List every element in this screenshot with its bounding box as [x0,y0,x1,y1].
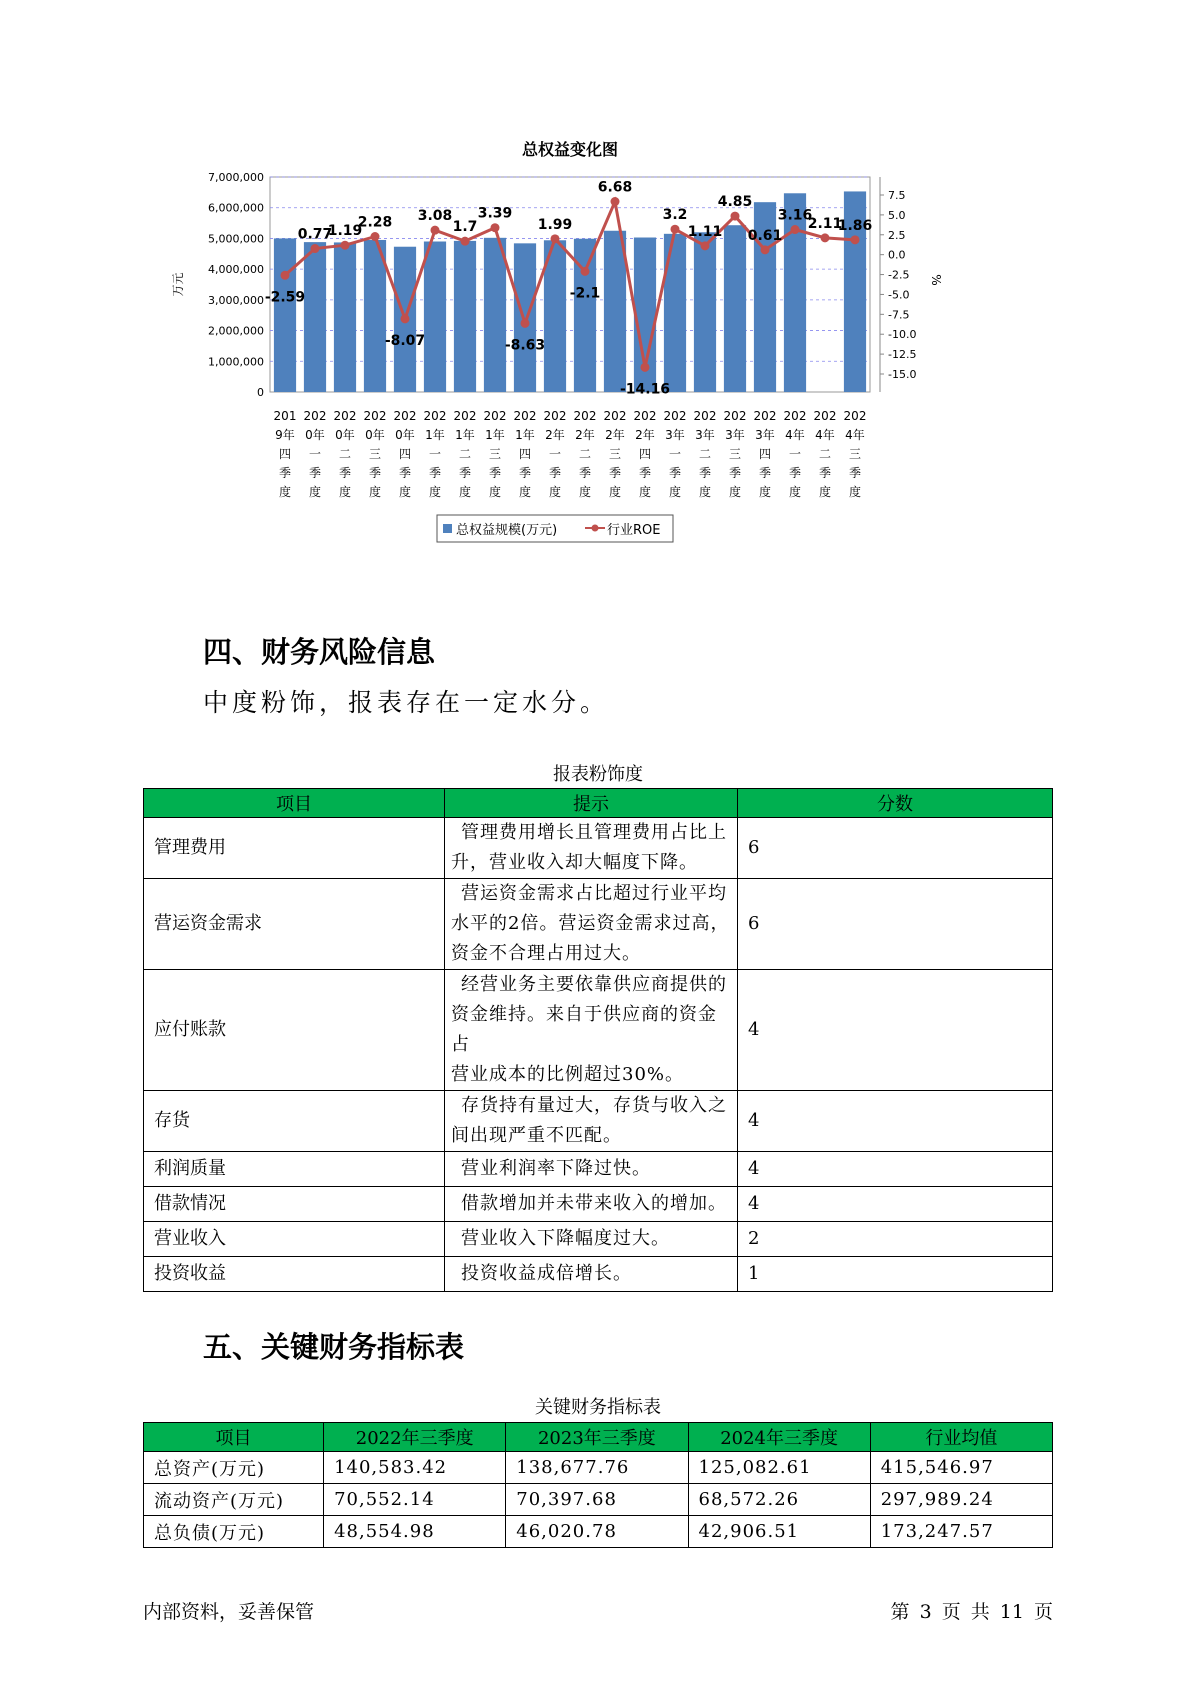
x-tick-label: 四 [398,447,412,461]
footer-confidential: 内部资料，妥善保管 [143,1601,315,1623]
y-axis-label: 万元 [171,272,185,297]
bar [424,242,446,393]
roe-data-label: -8.63 [504,337,546,354]
x-tick-label: 0年 [395,428,415,442]
roe-data-label: 6.68 [597,179,633,196]
y2-tick-label: -5.0 [888,288,910,302]
risk-score: 2 [738,1222,1053,1257]
x-tick-label: 2年 [635,428,655,442]
x-tick-label: 202 [363,409,387,423]
x-tick-label: 季 [668,466,682,480]
risk-hint [445,1222,738,1257]
roe-point [791,225,800,234]
metric-value: 140,583.42 [324,1452,506,1484]
x-tick-label: 二 [698,447,712,461]
x-tick-label: 季 [548,466,562,480]
metrics-table [143,1422,1053,1548]
risk-hint-line: 借款增加并未带来收入的增加。 [461,1193,727,1214]
x-tick-label: 季 [338,466,352,480]
equity-chart-svg [170,140,1030,600]
bar [604,231,626,392]
metrics-table-header: 项目 [144,1423,324,1452]
risk-item: 利润质量 [144,1152,445,1187]
risk-hint-line: 存货持有量过大，存货与收入之 [461,1095,727,1116]
x-tick-label: 202 [843,409,867,423]
x-tick-label: 四 [518,447,532,461]
x-tick-label: 202 [393,409,417,423]
x-tick-label: 度 [338,485,352,499]
y2-tick-label: -12.5 [888,348,917,362]
metrics-table-header: 行业均值 [870,1423,1052,1452]
x-tick-label: 四 [638,447,652,461]
bar [334,242,356,392]
x-tick-label: 202 [423,409,447,423]
metrics-table-header: 2022年三季度 [324,1423,506,1452]
roe-data-label: 3.2 [662,207,688,224]
y-tick-label: 4,000,000 [208,263,264,277]
risk-hint-line: 营业利润率下降过快。 [461,1158,651,1179]
risk-hint [445,1152,738,1187]
roe-point [581,267,590,276]
x-tick-label: 二 [458,447,472,461]
roe-data-label: 1.86 [837,217,873,234]
x-tick-label: 三 [488,447,502,461]
risk-hint-line: 资金不合理占用过大。 [451,943,641,964]
x-tick-label: 202 [483,409,507,423]
table-row [144,1152,1053,1187]
risk-item: 借款情况 [144,1187,445,1222]
roe-point [551,234,560,243]
table-row [144,1516,1053,1548]
section4-heading: 四、财务风险信息 [203,635,436,669]
roe-data-label: -14.16 [619,381,671,398]
risk-hint-line: 经营业务主要依靠供应商提供的 [461,974,727,995]
y-tick-label: 5,000,000 [208,232,264,246]
risk-hint [445,1187,738,1222]
y-tick-label: 7,000,000 [208,171,264,184]
risk-hint-line: 营业收入下降幅度过大。 [461,1228,670,1249]
roe-data-label: 1.99 [537,216,573,233]
x-tick-label: 2年 [605,428,625,442]
x-tick-label: 三 [728,447,742,461]
x-tick-label: 202 [693,409,717,423]
risk-hint-line: 资金维持。来自于供应商的资金占 [451,1004,717,1055]
x-tick-label: 度 [848,485,862,499]
risk-item: 营运资金需求 [144,879,445,970]
x-tick-label: 202 [783,409,807,423]
risk-hint-line: 间出现严重不匹配。 [451,1125,622,1146]
x-tick-label: 度 [368,485,382,499]
x-tick-label: 季 [398,466,412,480]
x-tick-label: 二 [818,447,832,461]
roe-data-label: 3.08 [417,208,453,225]
x-tick-label: 3年 [725,428,745,442]
x-tick-label: 度 [698,485,712,499]
y2-tick-label: -2.5 [888,268,910,282]
x-tick-label: 202 [333,409,357,423]
x-tick-label: 度 [398,485,412,499]
x-tick-label: 度 [278,485,292,499]
roe-point [821,233,830,242]
legend-line-label: 行业ROE [607,523,661,538]
roe-point [761,245,770,254]
x-tick-label: 度 [728,485,742,499]
risk-hint [445,1257,738,1292]
roe-data-label: 2.28 [357,214,393,231]
x-tick-label: 4年 [785,428,805,442]
section5-heading: 五、关键财务指标表 [203,1330,465,1364]
x-tick-label: 201 [273,409,297,423]
x-tick-label: 202 [813,409,837,423]
x-tick-label: 度 [578,485,592,499]
risk-item: 营业收入 [144,1222,445,1257]
roe-data-label: 1.19 [327,223,363,240]
roe-data-label: 2.11 [807,215,843,232]
legend-bar-label: 总权益规模(万元) [456,523,558,538]
risk-score: 6 [738,879,1053,970]
x-tick-label: 202 [573,409,597,423]
y2-tick-label: -7.5 [888,308,910,322]
x-tick-label: 一 [428,447,442,461]
x-tick-label: 度 [638,485,652,499]
x-tick-label: 四 [758,447,772,461]
risk-hint-line: 投资收益成倍增长。 [461,1263,632,1284]
roe-point [611,197,620,206]
table-row [144,879,1053,970]
table-row [144,1222,1053,1257]
risk-item: 管理费用 [144,818,445,879]
table-row [144,1091,1053,1152]
x-tick-label: 三 [848,447,862,461]
metrics-table-caption: 关键财务指标表 [535,1397,661,1418]
risk-hint-line: 管理费用增长且管理费用占比上 [461,822,727,843]
metric-value: 70,397.68 [506,1484,688,1516]
x-tick-label: 度 [548,485,562,499]
x-tick-label: 0年 [335,428,355,442]
bar [484,238,506,392]
table-row [144,1484,1053,1516]
y2-tick-label: 0.0 [888,248,906,262]
x-tick-label: 9年 [275,428,295,442]
roe-data-label: -8.07 [384,332,426,349]
metric-value: 138,677.76 [506,1452,688,1484]
roe-data-label: -2.59 [264,289,306,306]
risk-score: 4 [738,1091,1053,1152]
y2-axis-label: % [929,274,943,286]
x-tick-label: 度 [818,485,832,499]
x-tick-label: 度 [758,485,772,499]
x-tick-label: 度 [308,485,322,499]
x-tick-label: 0年 [365,428,385,442]
x-tick-label: 0年 [305,428,325,442]
y-tick-label: 1,000,000 [208,355,264,369]
roe-point [431,226,440,235]
x-tick-label: 4年 [815,428,835,442]
x-tick-label: 季 [728,466,742,480]
risk-summary: 中度粉饰，报表存在一定水分。 [203,688,610,717]
metric-value: 68,572.26 [688,1484,870,1516]
x-tick-label: 二 [578,447,592,461]
x-tick-label: 季 [488,466,502,480]
x-tick-label: 季 [368,466,382,480]
y2-tick-label: -10.0 [888,328,917,342]
x-tick-label: 202 [663,409,687,423]
roe-point [851,235,860,244]
x-tick-label: 一 [548,447,562,461]
x-tick-label: 季 [818,466,832,480]
table-row [144,1257,1053,1292]
x-tick-label: 202 [453,409,477,423]
bar [364,240,386,392]
x-tick-label: 季 [638,466,652,480]
metric-value: 46,020.78 [506,1516,688,1548]
x-tick-label: 季 [428,466,442,480]
x-tick-label: 1年 [515,428,535,442]
risk-item: 应付账款 [144,970,445,1091]
x-tick-label: 季 [518,466,532,480]
bar [694,232,716,392]
y-tick-label: 2,000,000 [208,324,264,338]
metric-value: 70,552.14 [324,1484,506,1516]
risk-table-caption: 报表粉饰度 [553,764,643,785]
metric-value: 297,989.24 [870,1484,1052,1516]
legend-line-marker [592,525,599,532]
x-tick-label: 度 [518,485,532,499]
x-tick-label: 2年 [575,428,595,442]
x-tick-label: 二 [338,447,352,461]
x-tick-label: 2年 [545,428,565,442]
x-tick-label: 度 [608,485,622,499]
x-tick-label: 季 [278,466,292,480]
x-tick-label: 度 [488,485,502,499]
roe-point [491,223,500,232]
risk-hint-line: 营业成本的比例超过30%。 [451,1064,685,1085]
y-tick-label: 3,000,000 [208,293,264,307]
risk-hint [445,879,738,970]
metric-value: 48,554.98 [324,1516,506,1548]
roe-point [371,232,380,241]
roe-point [281,271,290,280]
x-tick-label: 202 [633,409,657,423]
roe-data-label: 3.39 [477,205,513,222]
x-tick-label: 季 [698,466,712,480]
x-tick-label: 1年 [485,428,505,442]
x-tick-label: 202 [513,409,537,423]
bar [514,243,536,392]
roe-point [401,314,410,323]
table-row [144,1452,1053,1484]
risk-score: 4 [738,1187,1053,1222]
risk-table-header: 分数 [738,789,1053,818]
x-tick-label: 季 [788,466,802,480]
risk-hint-line: 升，营业收入却大幅度下降。 [451,852,698,873]
x-tick-label: 四 [278,447,292,461]
x-tick-label: 202 [603,409,627,423]
metric-value: 125,082.61 [688,1452,870,1484]
equity-chart [170,140,1030,600]
roe-point [461,237,470,246]
bar [724,225,746,392]
risk-score: 1 [738,1257,1053,1292]
risk-hint [445,1091,738,1152]
y2-tick-label: 5.0 [888,208,906,222]
roe-point [341,241,350,250]
x-tick-label: 一 [668,447,682,461]
x-tick-label: 季 [308,466,322,480]
metrics-table-header: 2024年三季度 [688,1423,870,1452]
risk-item: 存货 [144,1091,445,1152]
table-row [144,818,1053,879]
roe-data-label: 3.16 [777,207,813,224]
x-tick-label: 3年 [755,428,775,442]
x-tick-label: 度 [428,485,442,499]
y2-tick-label: 2.5 [888,228,906,242]
x-tick-label: 202 [543,409,567,423]
risk-hint-line: 营运资金需求占比超过行业平均 [461,883,727,904]
risk-table-header: 提示 [445,789,738,818]
y-tick-label: 6,000,000 [208,201,264,215]
x-tick-label: 季 [848,466,862,480]
x-tick-label: 1年 [455,428,475,442]
roe-data-label: -2.1 [569,285,601,302]
y2-tick-label: -15.0 [888,368,917,381]
x-tick-label: 202 [723,409,747,423]
metric-name: 流动资产(万元) [144,1484,324,1516]
roe-point [731,212,740,221]
x-tick-label: 4年 [845,428,865,442]
x-tick-label: 202 [303,409,327,423]
y-tick-label: 0 [257,386,264,399]
roe-point [641,363,650,372]
x-tick-label: 度 [458,485,472,499]
bar [304,242,326,392]
x-tick-label: 3年 [695,428,715,442]
chart-title: 总权益变化图 [521,140,619,159]
metric-value: 173,247.57 [870,1516,1052,1548]
metric-value: 42,906.51 [688,1516,870,1548]
risk-score: 4 [738,1152,1053,1187]
legend-bar-swatch [443,524,452,533]
x-tick-label: 3年 [665,428,685,442]
x-tick-label: 季 [758,466,772,480]
metric-value: 415,546.97 [870,1452,1052,1484]
risk-hint [445,970,738,1091]
x-tick-label: 一 [308,447,322,461]
bar [664,234,686,392]
risk-item: 投资收益 [144,1257,445,1292]
y2-tick-label: 7.5 [888,189,906,202]
roe-data-label: 0.61 [747,227,783,244]
x-tick-label: 季 [608,466,622,480]
roe-point [311,244,320,253]
table-row [144,1187,1053,1222]
table-row [144,970,1053,1091]
roe-data-label: 1.7 [452,219,478,236]
risk-table [143,788,1053,1292]
metrics-table-header: 2023年三季度 [506,1423,688,1452]
x-tick-label: 202 [753,409,777,423]
roe-data-label: 0.77 [297,226,333,243]
roe-point [521,319,530,328]
roe-point [671,225,680,234]
x-tick-label: 季 [578,466,592,480]
x-tick-label: 1年 [425,428,445,442]
x-tick-label: 度 [668,485,682,499]
x-tick-label: 三 [608,447,622,461]
risk-hint-line: 水平的2倍。营运资金需求过高， [451,913,730,934]
roe-point [701,241,710,250]
x-tick-label: 度 [788,485,802,499]
x-tick-label: 一 [788,447,802,461]
roe-data-label: 4.85 [717,194,753,211]
risk-hint [445,818,738,879]
roe-data-label: 1.11 [687,223,723,240]
metric-name: 总负债(万元) [144,1516,324,1548]
risk-score: 6 [738,818,1053,879]
metric-name: 总资产(万元) [144,1452,324,1484]
bar [274,238,296,392]
risk-score: 4 [738,970,1053,1091]
footer-page-number: 第 3 页 共 11 页 [890,1601,1053,1623]
risk-table-header: 项目 [144,789,445,818]
bar [454,241,476,392]
x-tick-label: 季 [458,466,472,480]
x-tick-label: 三 [368,447,382,461]
